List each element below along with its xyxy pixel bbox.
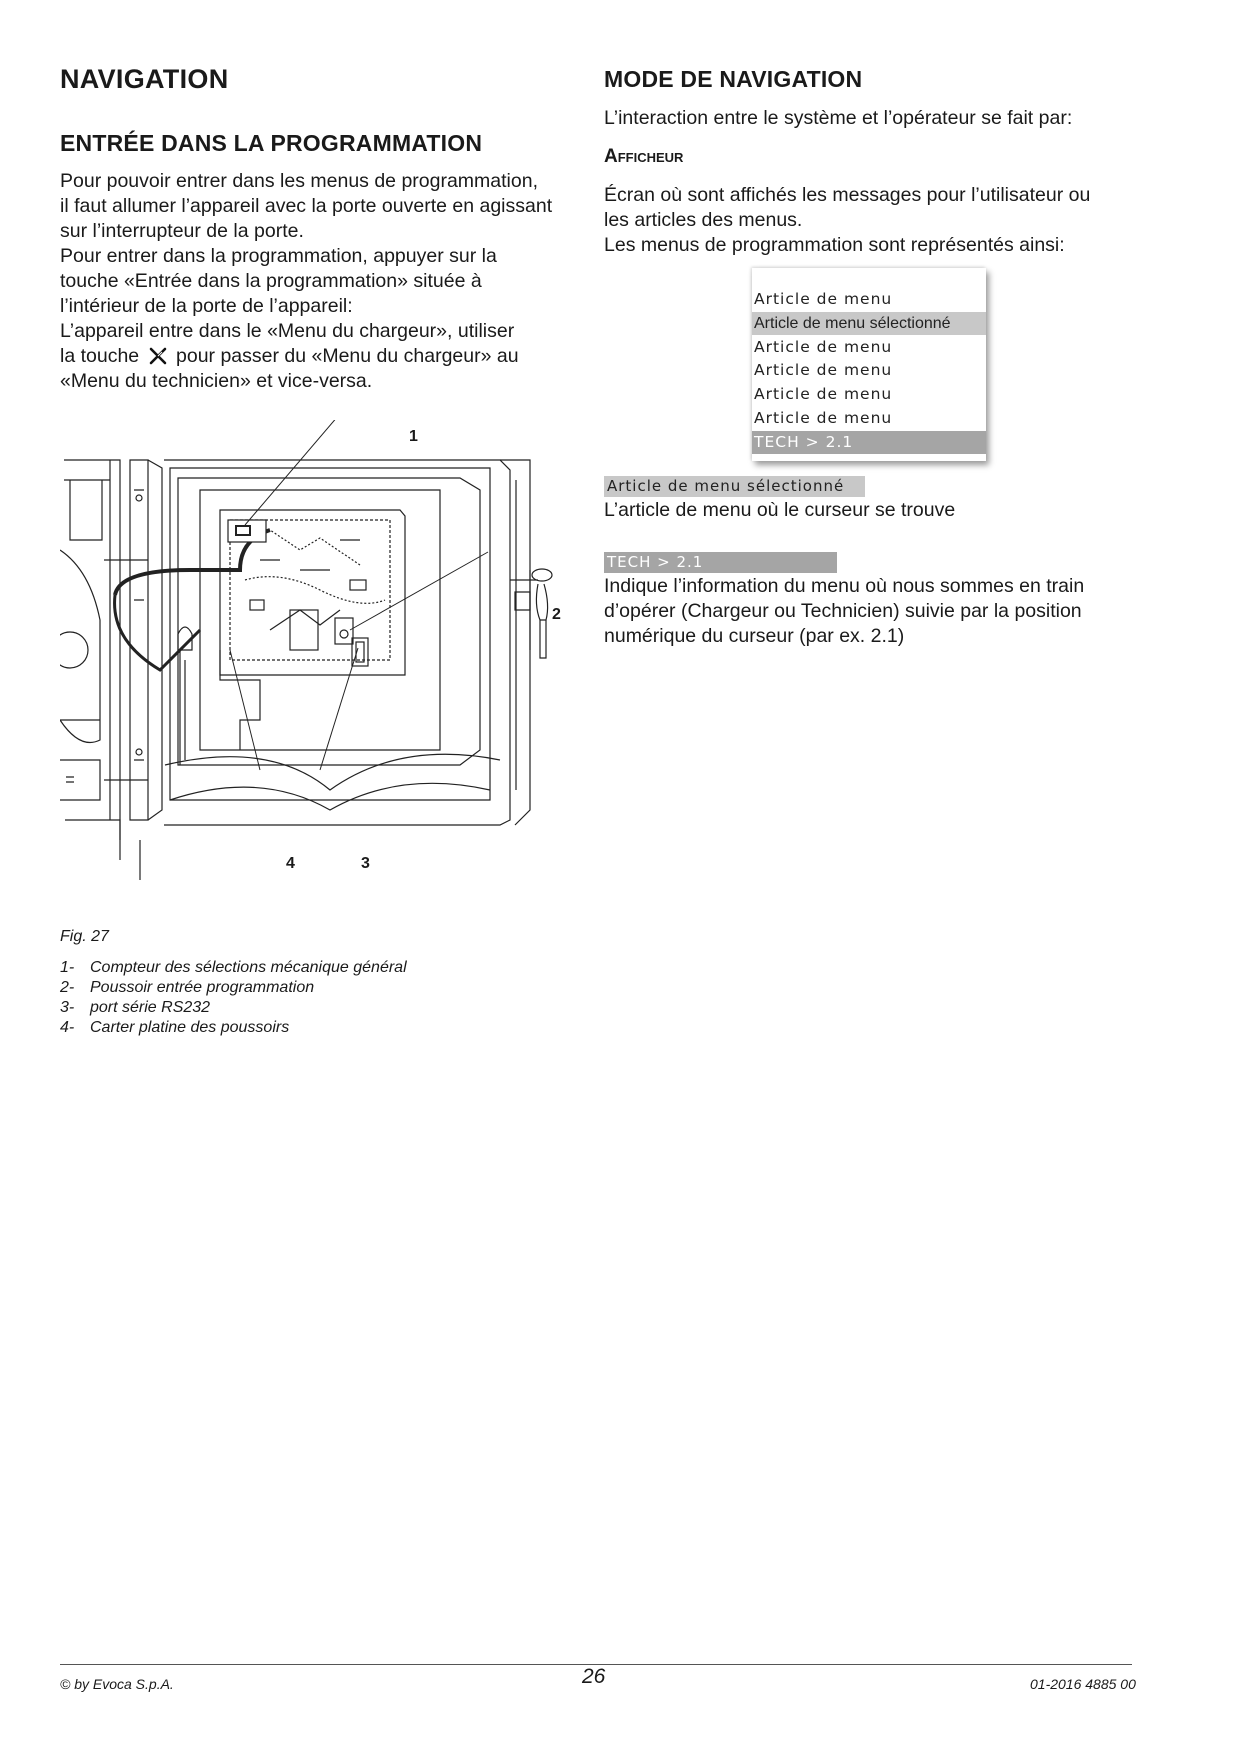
- tech-status-tag: TECH > 2.1: [604, 552, 837, 573]
- menu-status-line: TECH > 2.1: [752, 431, 986, 454]
- legend-item: 2- Poussoir entrée programmation: [60, 979, 315, 996]
- paragraph-line: sur l’interrupteur de la porte.: [60, 220, 304, 242]
- paragraph-line: l’intérieur de la porte de l’appareil:: [60, 295, 353, 317]
- figure-caption: Fig. 27: [60, 928, 109, 945]
- display-section-title: Afficheur: [604, 146, 684, 167]
- paragraph-line: «Menu du technicien» et vice-versa.: [60, 370, 373, 392]
- intro-text: L’interaction entre le système et l’opérateur se fait par:: [604, 107, 1073, 129]
- paragraph-line-with-icon: la touche pour passer du «Menu du chargeur» au: [60, 345, 519, 367]
- menu-item: Article de menu: [754, 385, 893, 403]
- paragraph-line: touche «Entrée dans la programmation» située à: [60, 270, 482, 292]
- menu-item-selected: Article de menu sélectionné: [752, 312, 986, 335]
- callout-1: 1: [409, 428, 418, 445]
- callout-2: 2: [552, 606, 561, 623]
- legend-item: 3- port série RS232: [60, 999, 211, 1016]
- callout-3: 3: [361, 855, 370, 872]
- x-key-icon: [148, 347, 168, 365]
- description-line: Les menus de programmation sont représentés ainsi:: [604, 234, 1065, 256]
- description-line: les articles des menus.: [604, 209, 803, 231]
- tech-status-description: [604, 574, 1164, 649]
- legend-item: 1- Compteur des sélections mécanique général: [60, 959, 407, 976]
- figure-legend: [60, 958, 407, 1038]
- menu-item: Article de menu: [754, 290, 893, 308]
- selected-item-tag: Article de menu sélectionné: [604, 476, 865, 497]
- description-line: d’opérer (Chargeur ou Technicien) suivie par la position: [604, 600, 1082, 622]
- figure-27-illustration: [60, 420, 580, 880]
- menu-item: Article de menu: [754, 409, 893, 427]
- paragraph-line: Pour pouvoir entrer dans les menus de programmation,: [60, 170, 538, 192]
- description-line: Indique l’information du menu où nous sommes en train: [604, 575, 1085, 597]
- menu-item: Article de menu: [754, 361, 893, 379]
- display-description: [604, 183, 1164, 258]
- description-line: numérique du curseur (par ex. 2.1): [604, 625, 905, 647]
- callout-4: 4: [286, 855, 295, 872]
- description-line: Écran où sont affichés les messages pour l’utilisateur ou: [604, 184, 1091, 206]
- footer-copyright: © by Evoca S.p.A.: [60, 1676, 174, 1692]
- programming-paragraph: [60, 169, 580, 394]
- section-title-navigation-mode: MODE DE NAVIGATION: [604, 66, 863, 92]
- paragraph-line: L’appareil entre dans le «Menu du chargeur», utiliser: [60, 320, 515, 342]
- page-number: 26: [582, 1665, 606, 1688]
- paragraph-line: Pour entrer dans la programmation, appuyer sur la: [60, 245, 497, 267]
- section-title-programming: ENTRÉE DANS LA PROGRAMMATION: [60, 130, 483, 156]
- footer-doc-code: 01-2016 4885 00: [1030, 1676, 1136, 1692]
- menu-display-example: [752, 268, 986, 461]
- legend-item: 4- Carter platine des poussoirs: [60, 1019, 290, 1036]
- paragraph-line: il faut allumer l’appareil avec la porte ouverte en agissant: [60, 195, 553, 217]
- page-title: NAVIGATION: [60, 64, 229, 94]
- menu-item: Article de menu: [754, 338, 893, 356]
- machine-door-drawing: [60, 420, 580, 880]
- selected-item-description: L’article de menu où le curseur se trouve: [604, 499, 956, 521]
